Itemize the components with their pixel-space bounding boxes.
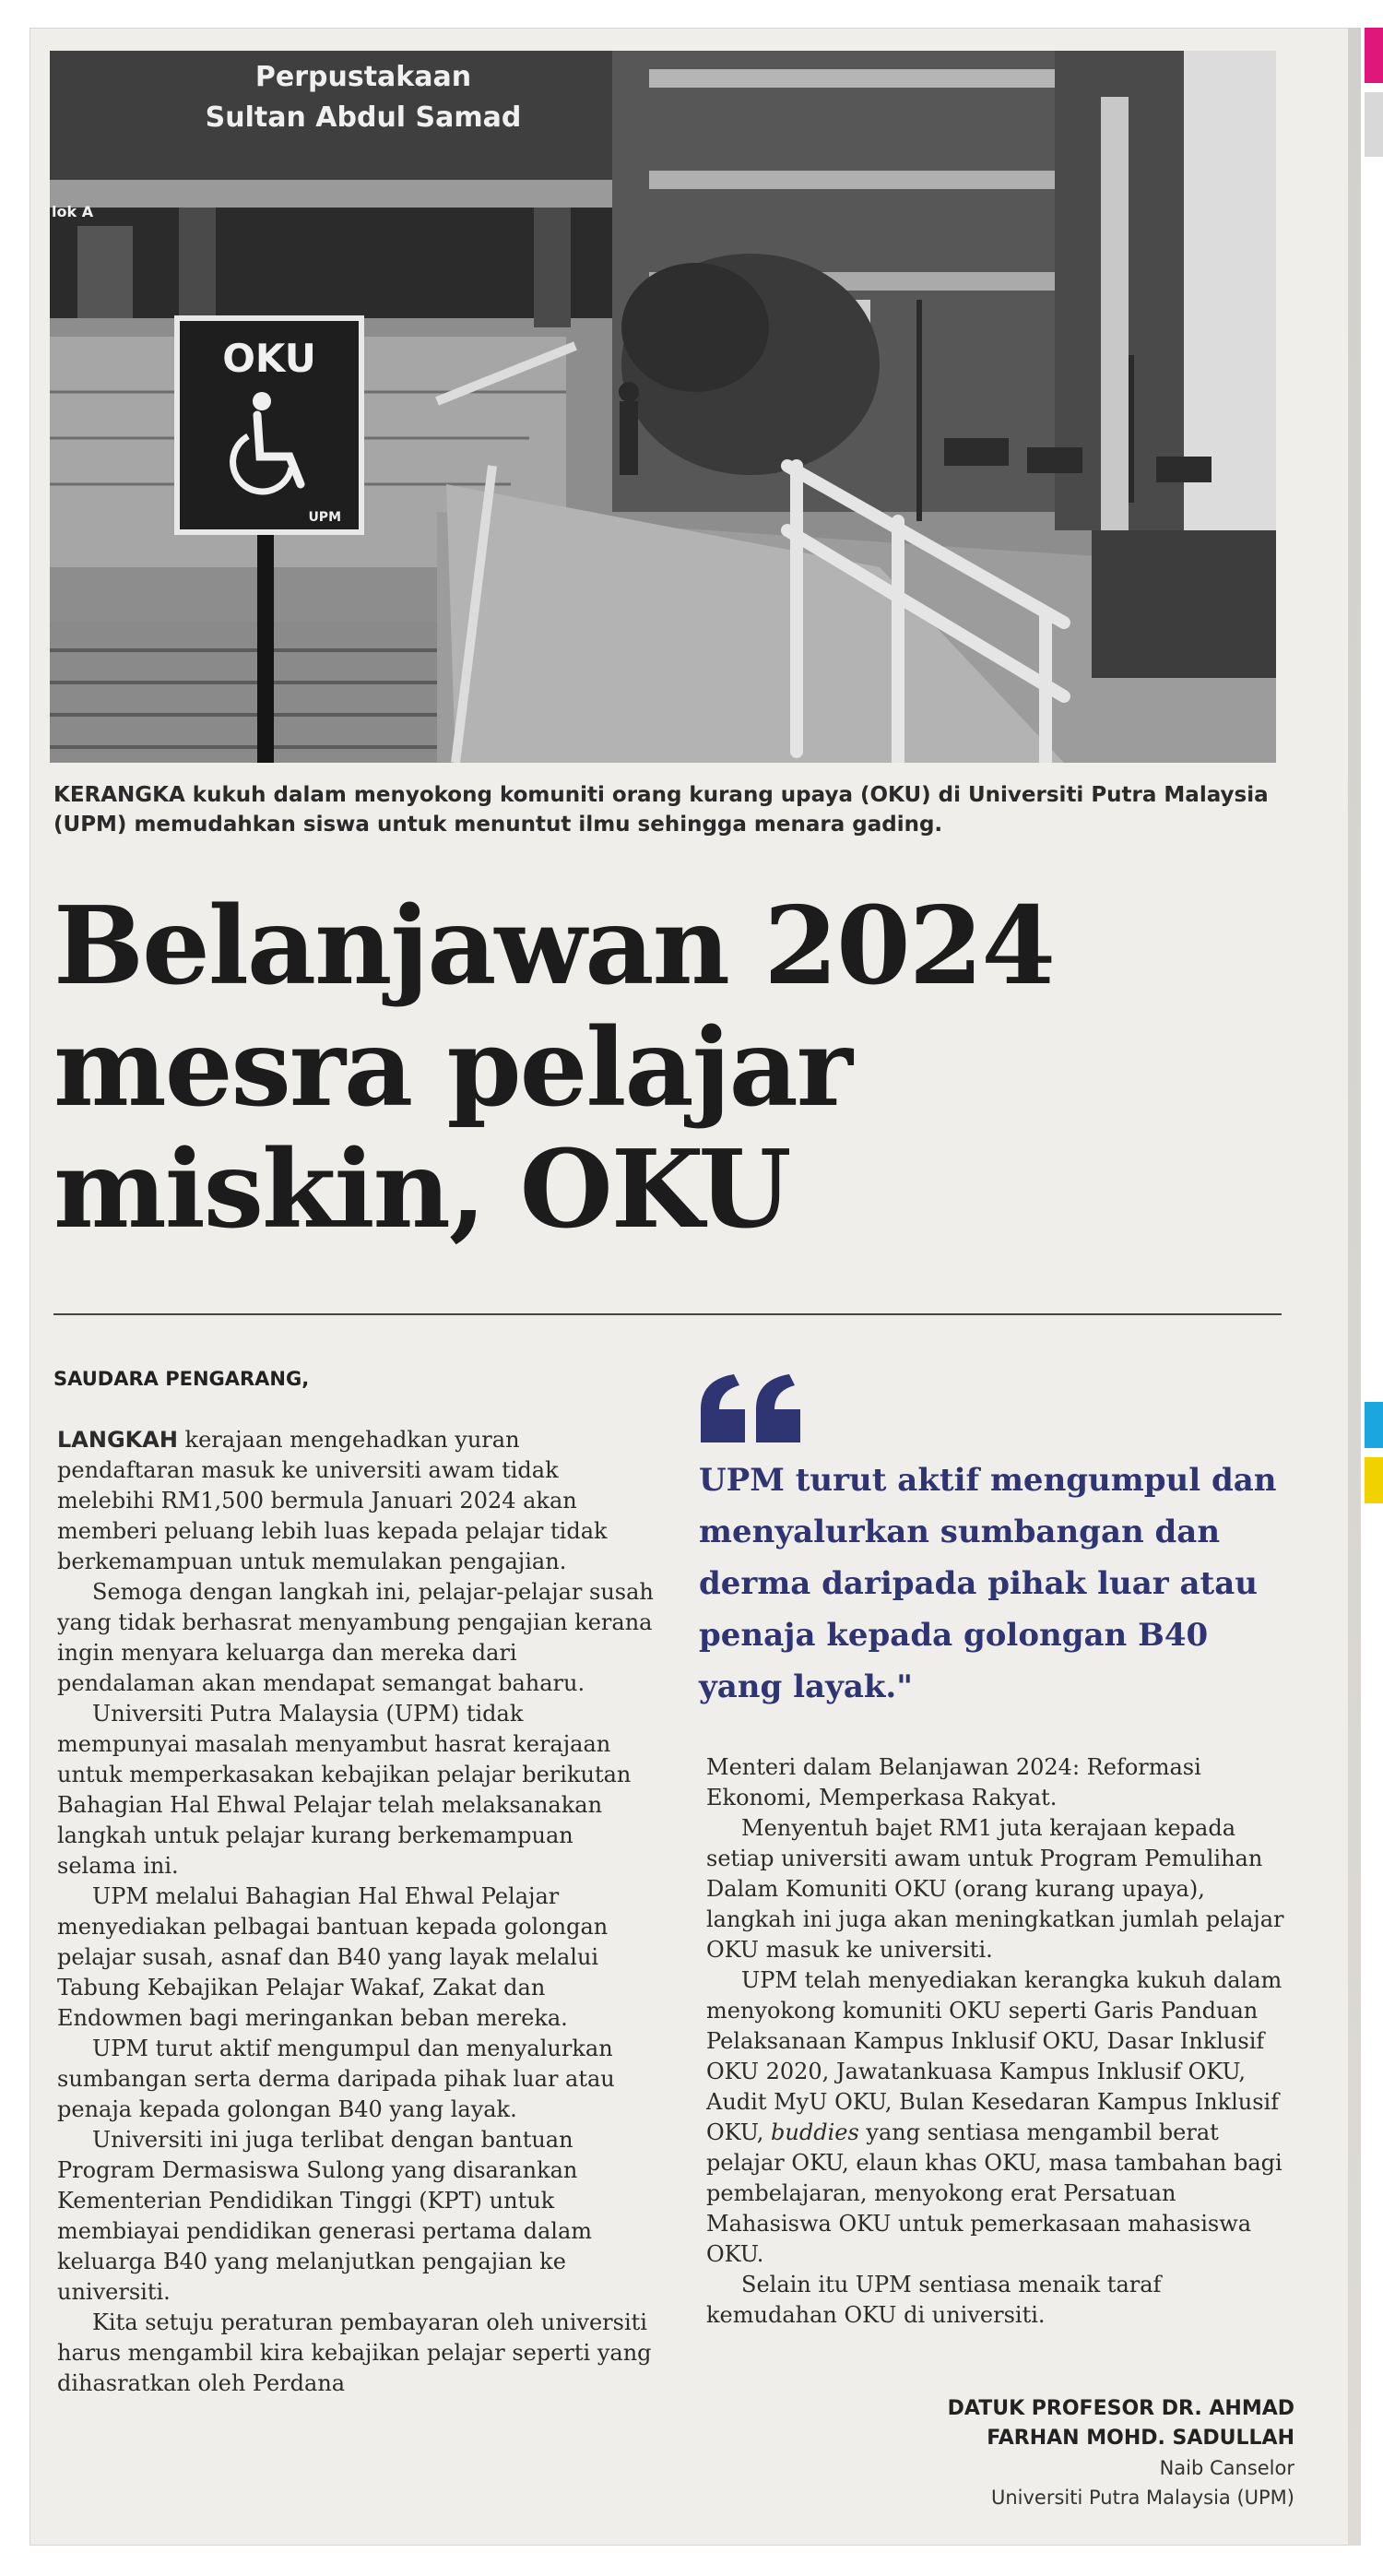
paragraph-text: kerajaan mengehadkan yuran pendaftaran masuk ke universiti awam tidak melebihi RM1,500 bermula Januari 2024 akan memberi peluang lebih luas kepada pelajar tidak berkemampuan untuk memulakan pengajian. (57, 1427, 608, 1574)
blok-label: lok A (52, 203, 94, 220)
headline-line: miskin, OKU (53, 1127, 790, 1252)
lead-word: LANGKAH (57, 1427, 178, 1453)
color-calibration-mark (1365, 1402, 1383, 1448)
salutation: SAUDARA PENGARANG, (53, 1368, 310, 1390)
color-calibration-mark (1365, 92, 1383, 157)
paragraph: UPM melalui Bahagian Hal Ehwal Pelajar menyediakan pelbagai bantuan kepada golongan pelajar susah, asnaf dan B40 yang layak melalui Tabung Kebajikan Pelajar Wakaf, Zakat dan Endowmen bagi meringankan beban mereka. (57, 1883, 609, 2031)
right-column (706, 1752, 1296, 2331)
author-name: FARHAN MOHD. SADULLAH (987, 2427, 1294, 2450)
signature-block (948, 2394, 1294, 2512)
paragraph-text: yang sentiasa mengambil berat pelajar OKU, elaun khas OKU, masa tambahan bagi pembelajaran, menyokong erat Persatuan Mahasiswa OKU untuk pemerkasaan mahasiswa OKU. (706, 2119, 1283, 2267)
headline-line: mesra pelajar (53, 1005, 851, 1131)
paragraph: Selain itu UPM sentiasa menaik taraf kemudahan OKU di universiti. (706, 2272, 1162, 2328)
paragraph (57, 1425, 655, 1577)
headline-line: Belanjawan 2024 (53, 884, 1055, 1009)
oku-sign-small: UPM (308, 510, 341, 525)
paragraph (706, 1965, 1296, 2270)
italic-term: buddies (771, 2119, 859, 2145)
paragraph-text: UPM telah menyediakan kerangka kukuh dalam menyokong komuniti OKU seperti Garis Panduan Pelaksanaan Kampus Inklusif OKU, Dasar Inklusif OKU 2020, Jawatankuasa Kampus Inklusif OKU, Audit MyU OKU, Bulan Kesedaran Kampus Inklusif OKU, (706, 1967, 1283, 2145)
pull-quote: UPM turut aktif mengumpul dan menyalurkan sumbangan dan derma daripada pihak luar atau penaja kepada golongan B40 yang layak." (699, 1462, 1277, 1705)
headline (53, 885, 1252, 1251)
oku-sign-text: OKU (222, 336, 316, 381)
divider (53, 1313, 1282, 1315)
library-photo (50, 51, 1276, 763)
photo-caption: KERANGKA kukuh dalam menyokong komuniti orang kurang upaya (OKU) di Universiti Putra Malaysia (UPM) memudahkan siswa untuk menuntut ilmu sehingga menara gading. (53, 783, 1269, 837)
building-sign-line2: Sultan Abdul Samad (205, 101, 522, 134)
paragraph: Menteri dalam Belanjawan 2024: Reformasi Ekonomi, Memperkasa Rakyat. (706, 1754, 1201, 1810)
paragraph: Kita setuju peraturan pembayaran oleh universiti harus mengambil kira kebajikan pelajar seperti yang dihasratkan oleh Perdana (57, 2309, 652, 2396)
left-column (57, 1425, 655, 2399)
paragraph: Universiti Putra Malaysia (UPM) tidak mempunyai masalah menyambut hasrat kerajaan untuk memperkasakan kebajikan pelajar berikutan Bahagian Hal Ehwal Pelajar telah melaksanakan langkah untuk pelajar kurang berkemampuan selama ini. (57, 1701, 632, 1879)
paragraph: Menyentuh bajet RM1 juta kerajaan kepada setiap universiti awam untuk Program Pemulihan Dalam Komuniti OKU (orang kurang upaya), langkah ini juga akan meningkatkan jumlah pelajar OKU masuk ke universiti. (706, 1815, 1284, 1963)
scan-edge (1348, 28, 1361, 2546)
paragraph: Universiti ini juga terlibat dengan bantuan Program Dermasiswa Sulong yang disarankan Kementerian Pendidikan Tinggi (KPT) untuk membiayai pendidikan generasi pertama dalam keluarga B40 yang melanjutkan pengajian ke universiti. (57, 2127, 593, 2305)
color-calibration-mark (1365, 1457, 1383, 1503)
oku-sign (177, 318, 361, 532)
paragraph: UPM turut aktif mengumpul dan menyalurkan sumbangan serta derma daripada pihak luar atau penaja kepada golongan B40 yang layak. (57, 2036, 615, 2122)
paragraph: Semoga dengan langkah ini, pelajar-pelajar susah yang tidak berhasrat menyambung pengajian kerana ingin menyara keluarga dan mereka dari pendalaman akan mendapat semangat baharu. (57, 1579, 654, 1696)
building-sign-line1: Perpustakaan (254, 61, 472, 93)
color-calibration-mark (1365, 28, 1383, 83)
author-title: Naib Canselor (1159, 2457, 1294, 2479)
author-name: DATUK PROFESOR DR. AHMAD (947, 2397, 1294, 2420)
quote-mark-icon (697, 1372, 808, 1450)
author-institution: Universiti Putra Malaysia (UPM) (990, 2487, 1294, 2509)
